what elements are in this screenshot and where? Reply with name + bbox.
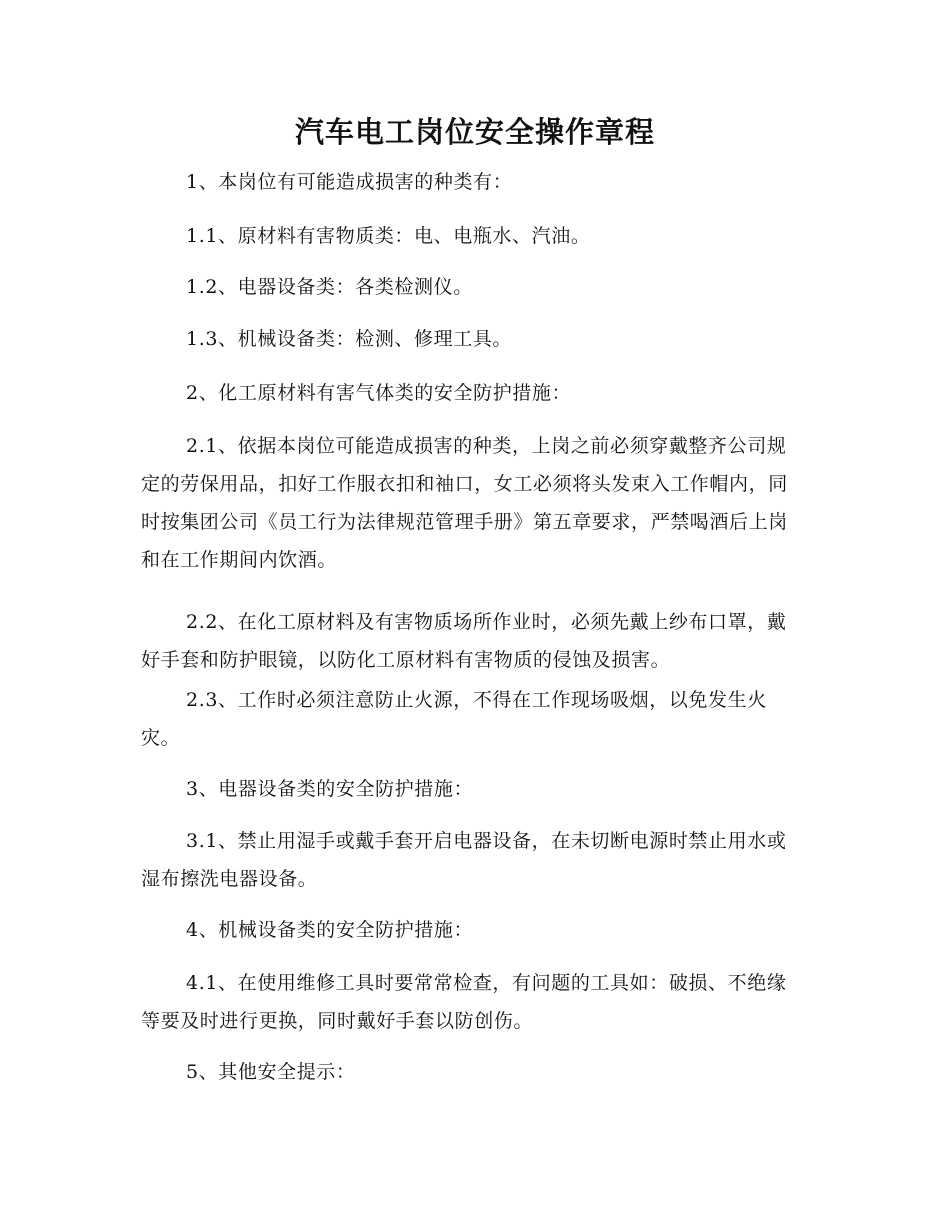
item-4-1: 4.1、在使用维修工具时要常常检查，有问题的工具如：破损、不绝缘等要及时进行更换，同时戴好手套以防创伤。 [141, 972, 787, 1032]
section-5-heading: 5、其他安全提示： [186, 1061, 356, 1083]
section-1-heading: 1、本岗位有可能造成损害的种类有： [186, 171, 513, 193]
section-4-heading: 4、机械设备类的安全防护措施： [186, 919, 474, 941]
document-title: 汽车电工岗位安全操作章程 [294, 115, 655, 149]
section-2-heading: 2、化工原材料有害气体类的安全防护措施： [186, 382, 572, 404]
item-3-1: 3.1、禁止用湿手或戴手套开启电器设备，在未切断电源时禁止用水或湿布擦洗电器设备。 [141, 830, 787, 890]
item-1-1: 1.1、原材料有害物质类：电、电瓶水、汽油。 [186, 225, 591, 247]
item-2-1: 2.1、依据本岗位可能造成损害的种类，上岗之前必须穿戴整齐公司规定的劳保用品，扣好工作服衣扣和袖口，女工必须将头发束入工作帽内，同时按集团公司《员工行为法律规范管理手册》第五章要求，严禁喝酒后上岗和在工作期间内饮酒。 [141, 435, 788, 571]
item-1-3: 1.3、机械设备类：检测、修理工具。 [186, 328, 513, 350]
item-2-3: 2.3、工作时必须注意防止火源，不得在工作现场吸烟，以免发生火灾。 [141, 689, 767, 749]
section-3-heading: 3、电器设备类的安全防护措施： [186, 778, 474, 800]
item-1-2: 1.2、电器设备类：各类检测仪。 [186, 276, 473, 298]
item-2-2: 2.2、在化工原材料及有害物质场所作业时，必须先戴上纱布口罩，戴好手套和防护眼镜，以防化工原材料有害物质的侵蚀及损害。 [141, 611, 787, 671]
